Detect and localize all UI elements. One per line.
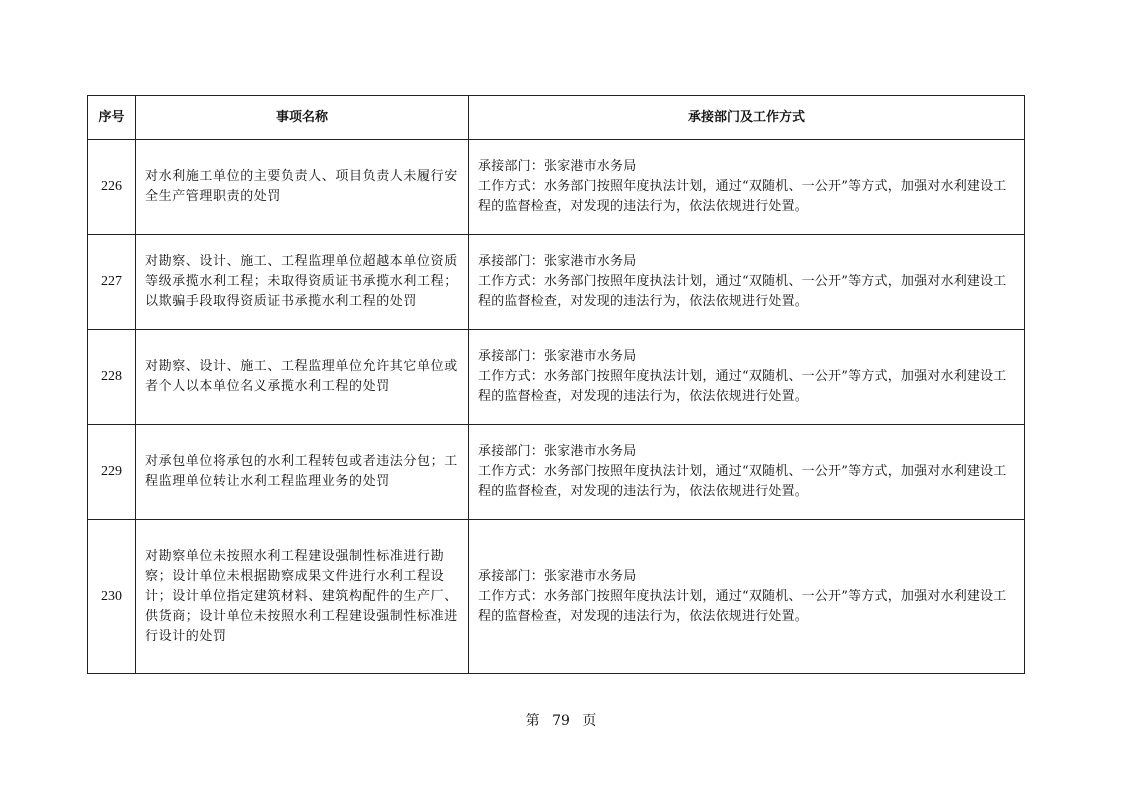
work-method: 工作方式：水务部门按照年度执法计划，通过“双随机、一公开”等方式，加强对水利建设工程的监督检查，对发现的违法行为，依法依规进行处置。 <box>478 369 1007 404</box>
items-table <box>87 95 1025 674</box>
table-row <box>88 140 1025 235</box>
work-method: 工作方式：水务部门按照年度执法计划，通过“双随机、一公开”等方式，加强对水利建设工程的监督检查，对发现的违法行为，依法依规进行处置。 <box>478 179 1007 214</box>
row-seq: 229 <box>88 425 136 520</box>
header-seq: 序号 <box>88 96 136 140</box>
work-method: 工作方式：水务部门按照年度执法计划，通过“双随机、一公开”等方式，加强对水利建设工程的监督检查，对发现的违法行为，依法依规进行处置。 <box>478 588 1007 624</box>
page-prefix: 第 <box>525 713 540 729</box>
row-seq: 227 <box>88 235 136 330</box>
dept-name: 承接部门：张家港市水务局 <box>478 444 637 459</box>
work-method: 工作方式：水务部门按照年度执法计划，通过“双随机、一公开”等方式，加强对水利建设工程的监督检查，对发现的违法行为，依法依规进行处置。 <box>478 274 1007 309</box>
row-item-name: 对勘察单位未按照水利工程建设强制性标准进行勘察；设计单位未根据勘察成果文件进行水利工程设计；设计单位指定建筑材料、建筑构配件的生产厂、供货商；设计单位未按照水利工程建设强制性标准进行设计的处罚 <box>136 520 469 674</box>
row-seq: 226 <box>88 140 136 235</box>
row-seq: 230 <box>88 520 136 674</box>
table-row <box>88 235 1025 330</box>
table-row <box>88 425 1025 520</box>
row-dept-method <box>469 140 1025 235</box>
row-dept-method <box>469 235 1025 330</box>
table-header-row <box>88 96 1025 140</box>
dept-name: 承接部门：张家港市水务局 <box>478 159 637 174</box>
row-item-name: 对水利施工单位的主要负责人、项目负责人未履行安全生产管理职责的处罚 <box>136 140 469 235</box>
dept-name: 承接部门：张家港市水务局 <box>478 568 637 584</box>
row-dept-method <box>469 520 1025 674</box>
page-number: 79 <box>552 713 570 729</box>
row-seq: 228 <box>88 330 136 425</box>
header-dept-method: 承接部门及工作方式 <box>469 96 1025 140</box>
work-method: 工作方式：水务部门按照年度执法计划，通过“双随机、一公开”等方式，加强对水利建设工程的监督检查，对发现的违法行为，依法依规进行处置。 <box>478 464 1007 499</box>
dept-name: 承接部门：张家港市水务局 <box>478 254 637 269</box>
page-suffix: 页 <box>582 713 597 729</box>
dept-name: 承接部门：张家港市水务局 <box>478 349 637 364</box>
table-row <box>88 330 1025 425</box>
row-item-name: 对承包单位将承包的水利工程转包或者违法分包；工程监理单位转让水利工程监理业务的处罚 <box>136 425 469 520</box>
row-dept-method <box>469 425 1025 520</box>
page-footer <box>0 710 1122 730</box>
row-item-name: 对勘察、设计、施工、工程监理单位允许其它单位或者个人以本单位名义承揽水利工程的处罚 <box>136 330 469 425</box>
row-dept-method <box>469 330 1025 425</box>
header-item-name: 事项名称 <box>136 96 469 140</box>
row-item-name: 对勘察、设计、施工、工程监理单位超越本单位资质等级承揽水利工程；未取得资质证书承揽水利工程；以欺骗手段取得资质证书承揽水利工程的处罚 <box>136 235 469 330</box>
table-row <box>88 520 1025 674</box>
